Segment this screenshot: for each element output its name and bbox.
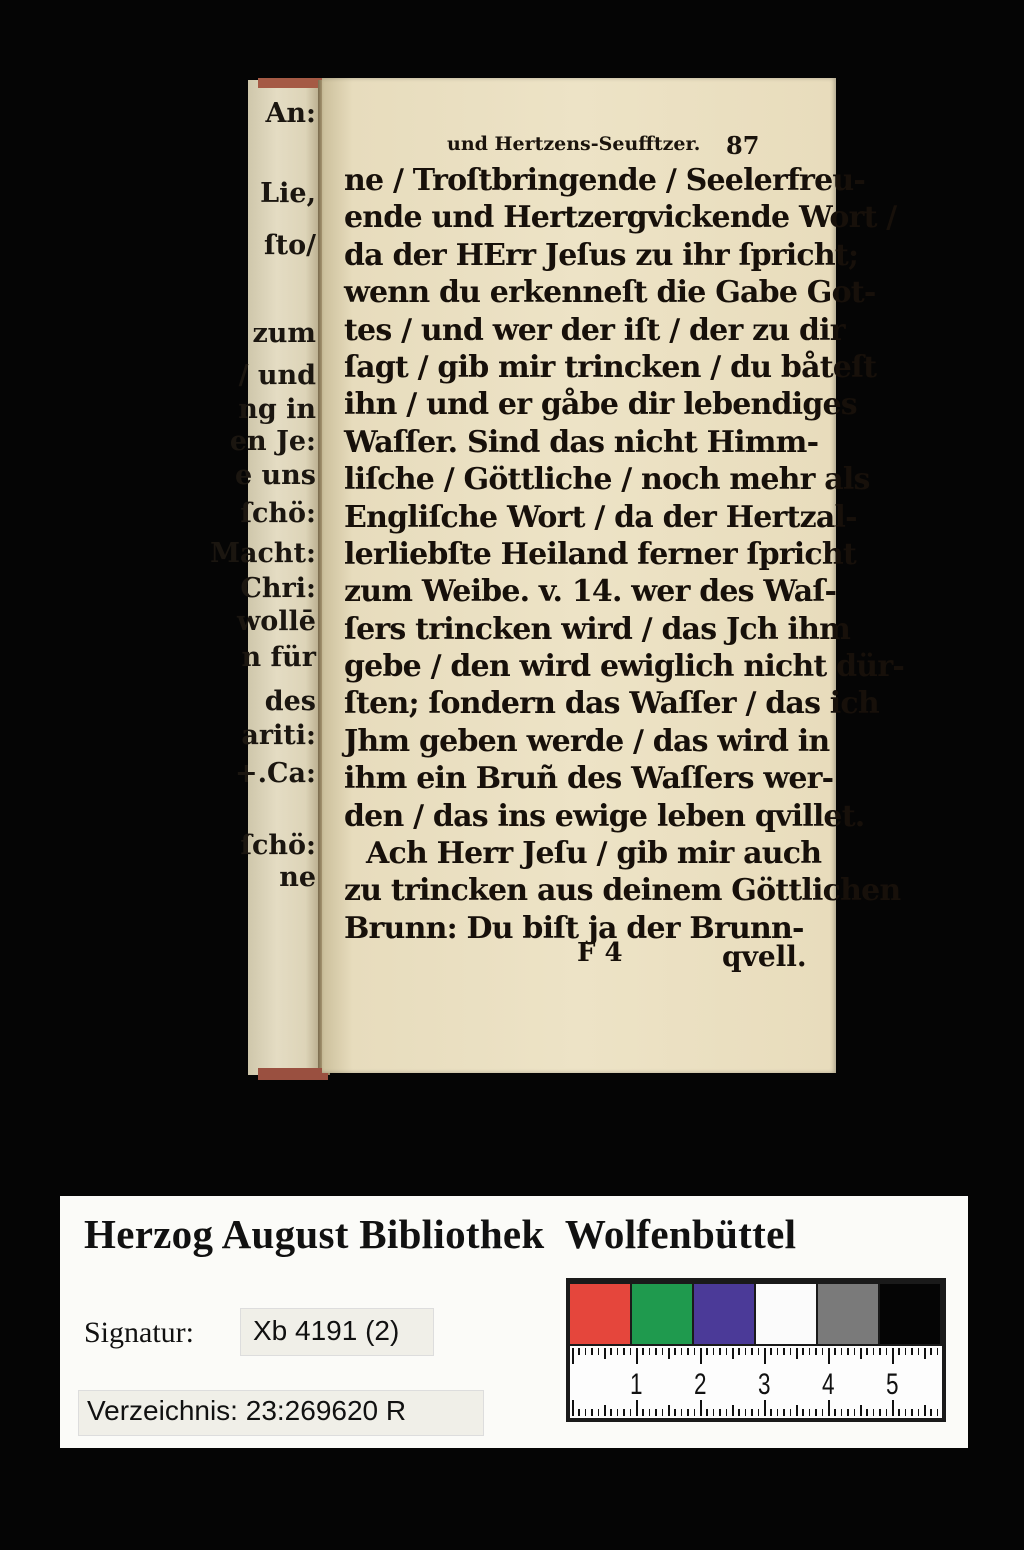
text-line: Ach Herr Jeſu / gib mir auch: [366, 836, 822, 872]
text-line: ende und Hertzergvickende Wort /: [344, 200, 897, 236]
ruler-tick: [719, 1409, 721, 1416]
ruler-tick: [578, 1409, 580, 1416]
color-swatch: [632, 1284, 692, 1344]
ruler-tick: [642, 1409, 644, 1416]
ruler-tick: [905, 1348, 907, 1355]
ruler-tick: [802, 1409, 804, 1416]
color-swatch: [818, 1284, 878, 1344]
ruler-tick: [783, 1348, 785, 1355]
color-swatch: [694, 1284, 754, 1344]
previous-page-line: Macht:: [210, 538, 316, 569]
ruler-tick: [636, 1348, 638, 1364]
ruler-tick: [834, 1409, 836, 1416]
ruler-tick: [694, 1409, 696, 1416]
ruler-number: 1: [630, 1368, 643, 1401]
text-line: tes / und wer der iſt / der zu dir: [344, 312, 845, 348]
ruler-tick: [828, 1348, 830, 1364]
ruler-tick: [726, 1409, 728, 1416]
previous-page-line: ſchö:: [240, 830, 316, 861]
page-body-text: [344, 162, 904, 947]
ruler-tick: [758, 1409, 760, 1416]
previous-page-line: wollē: [237, 606, 316, 637]
ruler-tick: [841, 1409, 843, 1416]
ruler-tick: [598, 1409, 600, 1416]
ruler-tick: [790, 1348, 792, 1355]
text-line: ihn / und er gåbe dir lebendiges: [344, 387, 857, 423]
ruler-number: 2: [694, 1368, 707, 1401]
text-line: ſers trincken wird / das Jch ihm: [344, 611, 851, 647]
ruler-tick: [623, 1348, 625, 1355]
ruler-tick: [674, 1409, 676, 1416]
ruler-tick: [847, 1348, 849, 1355]
ruler-tick: [668, 1348, 670, 1359]
text-line: Waſſer. Sind das nicht Himm-: [344, 424, 819, 460]
text-line: wenn du erkenneſt die Gabe Got-: [344, 275, 876, 311]
ruler-tick: [578, 1348, 580, 1355]
previous-page-line: ſchö:: [240, 498, 316, 529]
previous-page-line: ariti:: [241, 720, 316, 751]
ruler-tick: [751, 1409, 753, 1416]
measurement-ruler: [570, 1346, 942, 1418]
ruler-tick: [930, 1409, 932, 1416]
ruler-tick: [937, 1409, 939, 1416]
ruler-tick: [751, 1348, 753, 1355]
ruler-tick: [700, 1400, 702, 1416]
verzeichnis-value: Verzeichnis: 23:269620 R: [87, 1395, 407, 1426]
previous-page-edge: [210, 80, 320, 1075]
ruler-tick: [655, 1348, 657, 1355]
ruler-tick: [610, 1348, 612, 1355]
ruler-tick: [815, 1348, 817, 1355]
ruler-tick: [604, 1348, 606, 1359]
ruler-number: 4: [822, 1368, 835, 1401]
ruler-tick: [924, 1405, 926, 1416]
ruler-tick: [617, 1409, 619, 1416]
book-page: [322, 78, 904, 1073]
ruler-tick: [642, 1348, 644, 1355]
ruler-tick: [822, 1348, 824, 1355]
ruler-tick: [687, 1409, 689, 1416]
text-line: ne / Troſtbringende / Seelerfreu-: [344, 163, 866, 198]
ruler-tick: [777, 1348, 779, 1355]
previous-page-line: Chri:: [240, 573, 316, 604]
ruler-tick: [911, 1348, 913, 1355]
ruler-tick: [770, 1409, 772, 1416]
ruler-tick: [738, 1348, 740, 1355]
ruler-tick: [898, 1409, 900, 1416]
signatur-label: Signatur:: [84, 1316, 194, 1349]
ruler-tick: [738, 1409, 740, 1416]
ruler-tick: [630, 1409, 632, 1416]
color-swatch: [756, 1284, 816, 1344]
previous-page-line: e uns: [234, 460, 316, 491]
ruler-tick: [572, 1400, 574, 1416]
signatur-field: [240, 1308, 434, 1356]
ruler-number: 3: [758, 1368, 771, 1401]
ruler-tick: [828, 1400, 830, 1416]
previous-page-line: Lie,: [260, 178, 316, 209]
running-head: und Hertzens-Seufftzer.: [447, 133, 701, 155]
catchword: qvell.: [722, 940, 807, 973]
ruler-tick: [777, 1409, 779, 1416]
page-number: 87: [726, 131, 760, 160]
text-line: Jhm geben werde / das wird in: [344, 723, 830, 759]
ruler-tick: [706, 1348, 708, 1355]
ruler-tick: [662, 1409, 664, 1416]
ruler-tick: [892, 1348, 894, 1364]
ruler-tick: [655, 1409, 657, 1416]
previous-page-line: n für: [241, 642, 316, 673]
ruler-tick: [694, 1348, 696, 1355]
color-swatch: [880, 1284, 940, 1344]
ruler-number: 5: [886, 1368, 899, 1401]
ruler-tick: [770, 1348, 772, 1355]
ruler-tick: [758, 1348, 760, 1355]
ruler-tick: [713, 1348, 715, 1355]
ruler-tick: [623, 1409, 625, 1416]
text-line: lerliebſte Heiland ferner ſpricht: [344, 536, 856, 572]
signature-mark: F 4: [577, 938, 623, 968]
text-line: ſagt / gib mir trincken / du båteſt: [344, 349, 877, 385]
ruler-tick: [585, 1409, 587, 1416]
ruler-tick: [866, 1348, 868, 1355]
previous-page-line: ſto/: [264, 230, 316, 261]
ruler-tick: [892, 1400, 894, 1416]
ruler-tick: [911, 1409, 913, 1416]
text-line: den / das ins ewige leben qvillet.: [344, 798, 865, 834]
ruler-tick: [841, 1348, 843, 1355]
text-line: zum Weibe. v. 14. wer des Waſ-: [344, 574, 837, 610]
ruler-tick: [873, 1348, 875, 1355]
text-line: zu trincken aus deinem Göttlichen: [344, 873, 901, 909]
ruler-tick: [681, 1409, 683, 1416]
ruler-tick: [706, 1409, 708, 1416]
ruler-tick: [802, 1348, 804, 1355]
previous-page-line: An:: [265, 98, 316, 129]
text-line: liſche / Göttliche / noch mehr als: [344, 462, 870, 498]
previous-page-line: ne: [279, 862, 316, 893]
ruler-tick: [873, 1409, 875, 1416]
ruler-tick: [630, 1348, 632, 1355]
ruler-tick: [866, 1409, 868, 1416]
ruler-tick: [809, 1409, 811, 1416]
ruler-tick: [674, 1348, 676, 1355]
previous-page-line: des: [264, 686, 316, 717]
ruler-tick: [854, 1348, 856, 1355]
previous-page-line: en Je:: [229, 426, 316, 457]
ruler-tick: [700, 1348, 702, 1364]
ruler-tick: [815, 1409, 817, 1416]
ruler-tick: [662, 1348, 664, 1355]
ruler-tick: [591, 1348, 593, 1355]
ruler-tick: [719, 1348, 721, 1355]
ruler-tick: [617, 1348, 619, 1355]
ruler-tick: [847, 1409, 849, 1416]
ruler-tick: [572, 1348, 574, 1364]
ruler-tick: [591, 1409, 593, 1416]
ruler-tick: [790, 1409, 792, 1416]
text-line: da der HErr Jeſus zu ihr ſpricht;: [344, 237, 859, 273]
ruler-tick: [636, 1400, 638, 1416]
ruler-tick: [822, 1409, 824, 1416]
ruler-tick: [610, 1409, 612, 1416]
ruler-tick: [585, 1348, 587, 1355]
ruler-tick: [668, 1405, 670, 1416]
ruler-tick: [783, 1409, 785, 1416]
previous-page-line: zum: [252, 318, 316, 349]
ruler-tick: [834, 1348, 836, 1355]
color-calibration-scale: [566, 1278, 946, 1422]
binding-bottom: [258, 1068, 328, 1080]
color-swatch: [570, 1284, 630, 1344]
library-name: Herzog August Bibliothek Wolfenbüttel: [84, 1211, 797, 1257]
ruler-tick: [796, 1405, 798, 1416]
previous-page-line: +.Ca:: [235, 758, 316, 789]
ruler-tick: [860, 1348, 862, 1359]
ruler-tick: [796, 1348, 798, 1359]
text-line: gebe / den wird ewiglich nicht dür-: [344, 649, 904, 685]
verzeichnis-field: [78, 1390, 484, 1436]
ruler-tick: [937, 1348, 939, 1355]
ruler-tick: [924, 1348, 926, 1359]
ruler-tick: [681, 1348, 683, 1355]
ruler-tick: [713, 1409, 715, 1416]
ruler-tick: [854, 1409, 856, 1416]
ruler-tick: [886, 1348, 888, 1355]
ruler-tick: [604, 1405, 606, 1416]
ruler-tick: [726, 1348, 728, 1355]
ruler-tick: [918, 1409, 920, 1416]
previous-page-line: / und: [238, 360, 316, 391]
text-line: ſten; ſondern das Waſſer / das ich: [344, 686, 879, 722]
ruler-tick: [809, 1348, 811, 1355]
ruler-tick: [879, 1348, 881, 1355]
ruler-tick: [687, 1348, 689, 1355]
ruler-tick: [732, 1405, 734, 1416]
ruler-tick: [649, 1409, 651, 1416]
previous-page-line: ng in: [238, 394, 316, 425]
text-line: Brunn: Du biſt ja der Brunn-: [344, 910, 804, 946]
ruler-tick: [732, 1348, 734, 1359]
library-label-card: [60, 1196, 968, 1448]
ruler-tick: [764, 1348, 766, 1364]
ruler-tick: [930, 1348, 932, 1355]
ruler-tick: [860, 1405, 862, 1416]
ruler-tick: [905, 1409, 907, 1416]
ruler-tick: [764, 1400, 766, 1416]
ruler-tick: [745, 1348, 747, 1355]
ruler-tick: [745, 1409, 747, 1416]
ruler-tick: [598, 1348, 600, 1355]
ruler-tick: [879, 1409, 881, 1416]
text-line: ihm ein Bruñ des Waſſers wer-: [344, 761, 834, 797]
signatur-value: Xb 4191 (2): [253, 1315, 400, 1346]
text-line: Engliſche Wort / da der Hertzal-: [344, 499, 857, 535]
ruler-tick: [649, 1348, 651, 1355]
ruler-tick: [886, 1409, 888, 1416]
ruler-tick: [898, 1348, 900, 1355]
ruler-tick: [918, 1348, 920, 1355]
